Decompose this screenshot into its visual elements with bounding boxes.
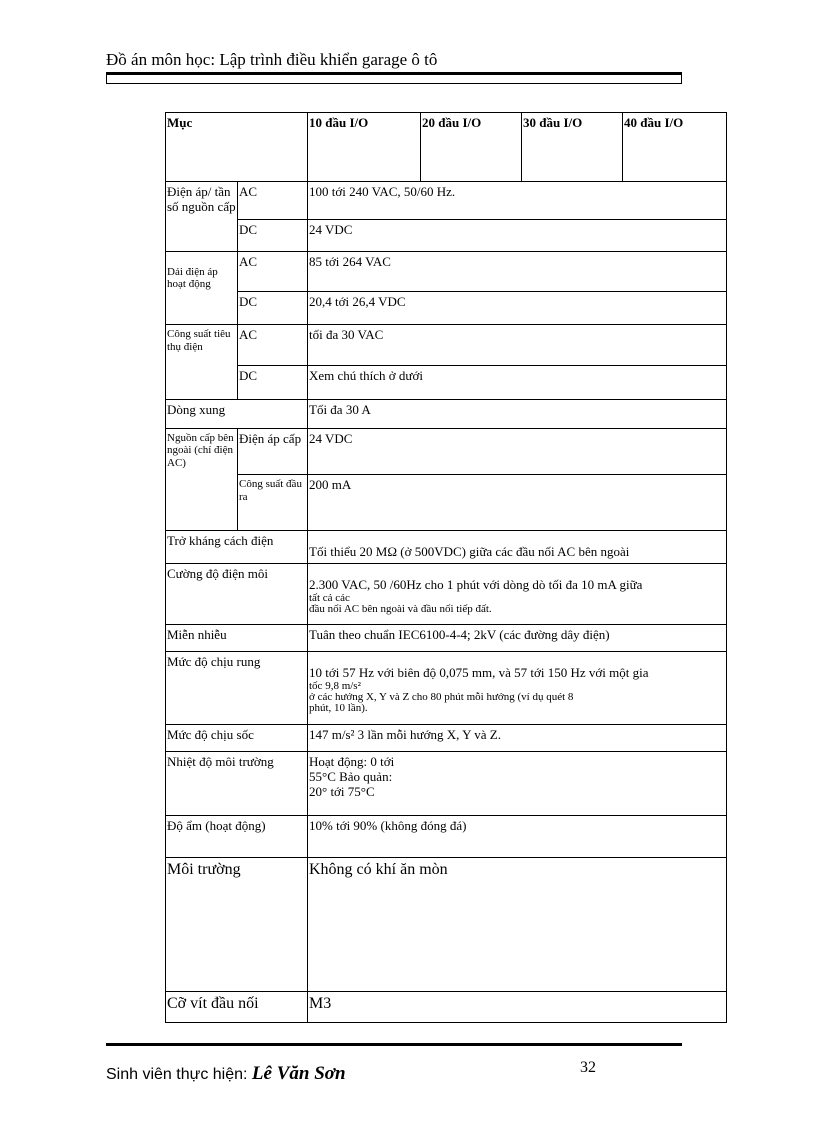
supply-label: Điện áp/ tần số nguồn cấp bbox=[166, 182, 238, 251]
vibration-label: Mức độ chịu rung bbox=[166, 651, 308, 724]
humidity-value: 10% tới 90% (không đóng đá) bbox=[308, 815, 727, 857]
supply-dc-value: 24 VDC bbox=[308, 219, 727, 251]
ext-voltage-value: 24 VDC bbox=[308, 428, 727, 474]
supply-dc-type: DC bbox=[238, 219, 308, 251]
temp-line-1: Hoạt động: 0 tới bbox=[309, 754, 395, 770]
supply-ac-value: 100 tới 240 VAC, 50/60 Hz. bbox=[308, 182, 727, 219]
table-row bbox=[166, 325, 727, 366]
env-label: Môi trường bbox=[166, 857, 308, 991]
power-ac-value: tối đa 30 VAC bbox=[308, 325, 727, 366]
shock-label: Mức độ chịu sốc bbox=[166, 725, 308, 752]
page-number: 32 bbox=[580, 1059, 596, 1076]
inrush-label: Dòng xung bbox=[166, 399, 308, 428]
footer-rule bbox=[106, 1043, 682, 1046]
vibration-line-2: tốc 9,8 m/s² bbox=[309, 679, 361, 692]
table-row bbox=[166, 857, 727, 991]
insulation-value: Tối thiểu 20 MΩ (ở 500VDC) giữa các đầu nối AC bên ngoài bbox=[308, 531, 727, 564]
range-ac-value: 85 tới 264 VAC bbox=[308, 251, 727, 291]
screw-value: M3 bbox=[308, 991, 727, 1022]
vibration-value bbox=[308, 651, 727, 724]
env-value: Không có khí ăn mòn bbox=[308, 857, 727, 991]
range-dc-value: 20,4 tới 26,4 VDC bbox=[308, 291, 727, 324]
screw-label: Cỡ vít đầu nối bbox=[166, 991, 308, 1022]
noise-value: Tuân theo chuẩn IEC6100-4-4; 2kV (các đường dây điện) bbox=[308, 624, 727, 651]
temp-label: Nhiệt độ môi trường bbox=[166, 752, 308, 815]
table-row bbox=[166, 725, 727, 752]
insulation-label: Trở kháng cách điện bbox=[166, 531, 308, 564]
inrush-value: Tối đa 30 A bbox=[308, 399, 727, 428]
col-header-item: Mục bbox=[166, 113, 308, 182]
dielectric-line-3: đầu nối AC bên ngoài và đầu nối tiếp đất. bbox=[309, 603, 492, 616]
table-row bbox=[166, 366, 727, 399]
table-row bbox=[166, 564, 727, 624]
table-row bbox=[166, 428, 727, 474]
noise-label: Miễn nhiễu bbox=[166, 624, 308, 651]
vibration-line-1: 10 tới 57 Hz với biên độ 0,075 mm, và 57 tới 150 Hz với một gia bbox=[309, 664, 649, 680]
student-label: Sinh viên thực hiện: bbox=[106, 1066, 248, 1083]
col-header-20io: 20 đầu I/O bbox=[421, 113, 522, 182]
spec-table bbox=[165, 112, 727, 1023]
supply-ac-type: AC bbox=[238, 182, 308, 219]
table-header-row bbox=[166, 113, 727, 182]
table-row bbox=[166, 752, 727, 815]
power-dc-value: Xem chú thích ở dưới bbox=[308, 366, 727, 399]
dielectric-line-2: tất cả các bbox=[309, 592, 350, 605]
humidity-label: Độ ẩm (hoạt động) bbox=[166, 815, 308, 857]
table-row bbox=[166, 531, 727, 564]
temp-value bbox=[308, 752, 727, 815]
ext-output-value: 200 mA bbox=[308, 474, 727, 530]
col-header-30io: 30 đầu I/O bbox=[522, 113, 623, 182]
dielectric-line-1: 2.300 VAC, 50 /60Hz cho 1 phút với dòng dò tối đa 10 mA giữa bbox=[309, 577, 643, 593]
vibration-line-4: phút, 10 lần). bbox=[309, 701, 368, 714]
table-row bbox=[166, 651, 727, 724]
header-rule bbox=[106, 72, 682, 84]
table-row bbox=[166, 219, 727, 251]
ext-voltage-label: Điện áp cấp bbox=[238, 428, 308, 474]
col-header-10io: 10 đầu I/O bbox=[308, 113, 421, 182]
page-header-title: Đồ án môn học: Lập trình điều khiển garage ô tô bbox=[106, 50, 438, 69]
table-row bbox=[166, 291, 727, 324]
power-label: Công suất tiêu thụ điện bbox=[166, 325, 238, 399]
table-row bbox=[166, 251, 727, 291]
shock-value: 147 m/s² 3 lần mỗi hướng X, Y và Z. bbox=[308, 725, 727, 752]
ext-supply-label: Nguồn cấp bên ngoài (chỉ điện AC) bbox=[166, 428, 238, 531]
table-row bbox=[166, 474, 727, 530]
range-ac-type: AC bbox=[238, 251, 308, 291]
col-header-40io: 40 đầu I/O bbox=[623, 113, 727, 182]
power-dc-type: DC bbox=[238, 366, 308, 399]
ext-output-label: Công suất đầu ra bbox=[238, 474, 308, 530]
temp-line-3: 20° tới 75°C bbox=[309, 784, 375, 800]
table-row bbox=[166, 815, 727, 857]
student-name: Lê Văn Sơn bbox=[251, 1063, 346, 1084]
table-row bbox=[166, 399, 727, 428]
dielectric-value bbox=[308, 564, 727, 624]
range-dc-type: DC bbox=[238, 291, 308, 324]
footer-student bbox=[106, 1063, 346, 1085]
table-row bbox=[166, 182, 727, 219]
dielectric-label: Cường độ điện môi bbox=[166, 564, 308, 624]
temp-line-2: 55°C Bảo quản: bbox=[309, 769, 393, 785]
power-ac-type: AC bbox=[238, 325, 308, 366]
range-label: Dải điện áp hoạt động bbox=[166, 251, 238, 324]
table-row bbox=[166, 624, 727, 651]
vibration-line-3: ở các hướng X, Y và Z cho 80 phút mỗi hướng (ví dụ quét 8 bbox=[309, 690, 574, 703]
table-row bbox=[166, 991, 727, 1022]
